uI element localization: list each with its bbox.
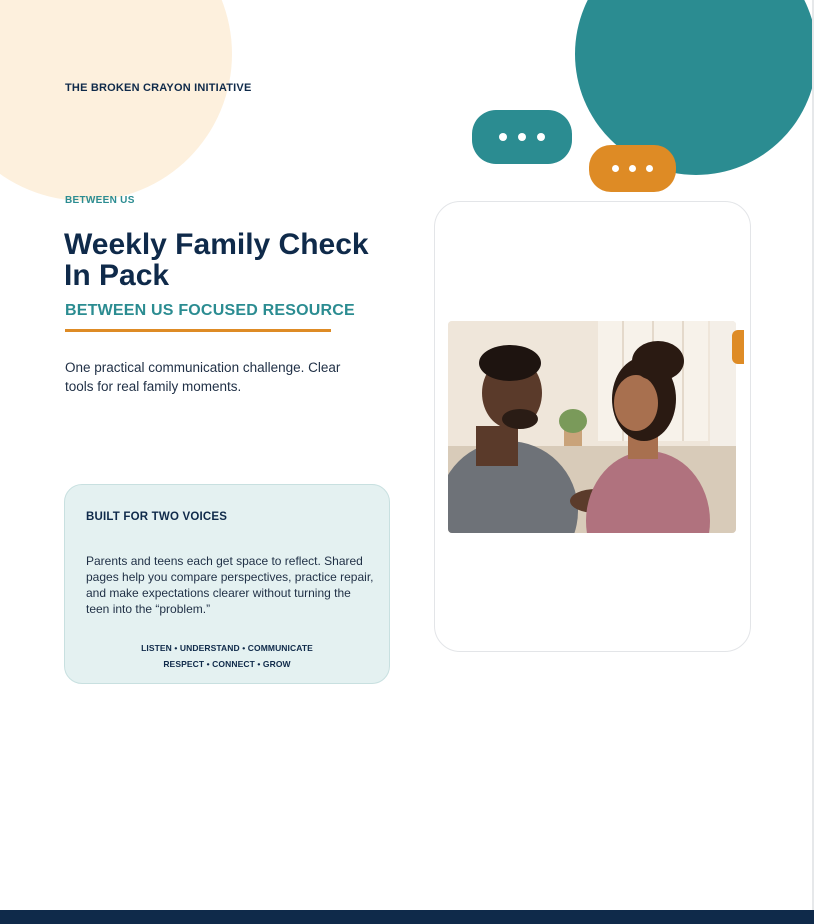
parent-teen-photo <box>448 321 736 533</box>
card-body: Parents and teens each get space to reflect. Shared pages help you compare perspectives, practice repair, and make expectations clearer without turning the teen into the “problem.” <box>86 554 374 616</box>
photo-accent-tab <box>732 330 744 364</box>
intro-description: One practical communication challenge. Clear tools for real family moments. <box>65 360 341 394</box>
card-heading: BUILT FOR TWO VOICES <box>86 511 228 523</box>
dot <box>629 165 636 172</box>
values-line-1: LISTEN • UNDERSTAND • COMMUNICATE <box>141 643 313 653</box>
page-subtitle: BETWEEN US FOCUSED RESOURCE <box>65 302 355 319</box>
dot <box>499 133 507 141</box>
dot <box>518 133 526 141</box>
accent-divider <box>65 329 331 332</box>
speech-bubble-icon <box>589 145 676 192</box>
dot <box>537 133 545 141</box>
peach-decor-circle <box>0 0 232 201</box>
page-title: Weekly Family Check In Pack <box>64 228 369 292</box>
dot <box>646 165 653 172</box>
speech-bubble-icon <box>472 110 572 164</box>
brand-name: THE BROKEN CRAYON INITIATIVE <box>65 82 252 94</box>
footer-bar <box>0 910 814 924</box>
dot <box>612 165 619 172</box>
section-eyebrow: BETWEEN US <box>65 195 135 206</box>
values-line-2: RESPECT • CONNECT • GROW <box>163 659 291 669</box>
two-voices-card <box>64 484 390 684</box>
